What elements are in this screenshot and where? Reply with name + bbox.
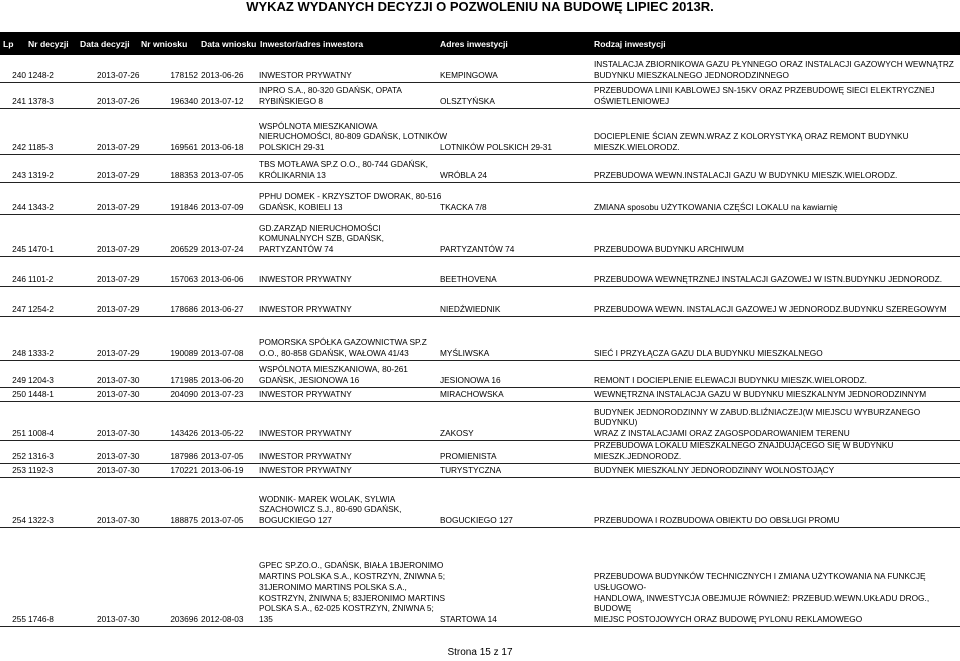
cell-rodzaj-inwestycji: PRZEBUDOWA BUDYNKÓW TECHNICZNYCH I ZMIANA UŻYTKOWANIA NA FUNKCJĘ USŁUGOWO- HANDLOWĄ, INWESTYCJA OBEJMUJE RÓWNIEŻ: PRZEBUD.WEWN.UKŁADU DROG., BUDOWĘ MIEJSC POSTOJOWYCH ORAZ BUDOWĘ PYLONU REKLAMOWEGO (594, 571, 930, 625)
cell-rodzaj-inwestycji: PRZEBUDOWA WEWN.INSTALACJI GAZU W BUDYNKU MIESZK.WIELORODZ. (594, 170, 898, 181)
cell-lp: 252 (12, 451, 26, 462)
header-data-wniosku: Data wniosku (201, 39, 257, 49)
cell-data-wniosku: 2013-07-09 (201, 202, 244, 213)
cell-rodzaj-inwestycji: PRZEBUDOWA LINII KABLOWEJ SN-15KV ORAZ PRZEBUDOWĘ SIECI ELEKTRYCZNEJ OŚWIETLENIOWEJ (594, 85, 935, 107)
cell-rodzaj-inwestycji: PRZEBUDOWA BUDYNKU ARCHIWUM (594, 244, 744, 255)
cell-lp: 254 (12, 515, 26, 526)
cell-nr-wniosku: 188875 (170, 515, 198, 526)
cell-nr-decyzji: 1333-2 (28, 348, 54, 359)
table-row (0, 155, 960, 183)
cell-data-decyzji: 2013-07-30 (97, 451, 140, 462)
cell-rodzaj-inwestycji: WEWNĘTRZNA INSTALACJA GAZU W BUDYNKU MIESZKALNYM JEDNORODZINNYM (594, 389, 927, 400)
header-nr-decyzji: Nr decyzji (28, 39, 69, 49)
cell-lp: 250 (12, 389, 26, 400)
cell-data-decyzji: 2013-07-29 (97, 142, 140, 153)
table-row (0, 464, 960, 478)
cell-nr-decyzji: 1448-1 (28, 389, 54, 400)
cell-adres-inwestycji: LOTNIKÓW POLSKICH 29-31 (440, 142, 553, 153)
cell-inwestor: TBS MOTŁAWA SP.Z O.O., 80-744 GDAŃSK, KRÓLIKARNIA 13 (259, 159, 428, 181)
table-row (0, 83, 960, 109)
cell-inwestor: WODNIK- MAREK WOLAK, SYLWIA SZACHOWICZ S.J., 80-690 GDAŃSK, BOGUCKIEGO 127 (259, 493, 402, 526)
cell-lp: 242 (12, 142, 26, 153)
cell-nr-decyzji: 1319-2 (28, 170, 54, 181)
table-row (0, 441, 960, 464)
cell-nr-wniosku: 203696 (170, 614, 198, 625)
cell-data-wniosku: 2013-06-26 (201, 70, 244, 81)
cell-adres-inwestycji: PROMIENISTA (440, 451, 497, 462)
cell-nr-wniosku: 171985 (170, 375, 198, 386)
table-row (0, 55, 960, 83)
cell-inwestor: INWESTOR PRYWATNY (259, 389, 352, 400)
header-lp: Lp (3, 39, 14, 49)
cell-rodzaj-inwestycji: PRZEBUDOWA WEWN. INSTALACJI GAZOWEJ W JEDNORODZ.BUDYNKU SZEREGOWYM (594, 304, 947, 315)
table-row (0, 361, 960, 388)
cell-data-decyzji: 2013-07-26 (97, 70, 140, 81)
cell-nr-wniosku: 196340 (170, 96, 198, 107)
cell-adres-inwestycji: MIRACHOWSKA (440, 389, 504, 400)
cell-inwestor: INWESTOR PRYWATNY (259, 465, 352, 476)
cell-nr-wniosku: 178686 (170, 304, 198, 315)
cell-inwestor: GD.ZARZĄD NIERUCHOMOŚCI KOMUNALNYCH SZB, GDAŃSK, PARTYZANTÓW 74 (259, 222, 384, 255)
cell-nr-decyzji: 1192-3 (28, 465, 54, 476)
table-row (0, 317, 960, 361)
cell-nr-decyzji: 1470-1 (28, 244, 54, 255)
header-inwestor: Inwestor/adres inwestora (260, 39, 364, 49)
cell-nr-wniosku: 169561 (170, 142, 198, 153)
cell-lp: 244 (12, 202, 26, 213)
cell-inwestor: INPRO S.A., 80-320 GDAŃSK, OPATA RYBIŃSKIEGO 8 (259, 85, 402, 107)
cell-nr-decyzji: 1316-3 (28, 451, 54, 462)
cell-inwestor: WSPÓLNOTA MIESZKANIOWA NIERUCHOMOŚCI, 80-809 GDAŃSK, LOTNIKÓW POLSKICH 29-31 (259, 120, 448, 153)
cell-data-wniosku: 2013-07-05 (201, 451, 244, 462)
cell-nr-wniosku: 178152 (170, 70, 198, 81)
header-adres-inwestycji: Adres inwestycji (440, 39, 508, 49)
cell-rodzaj-inwestycji: PRZEBUDOWA I ROZBUDOWA OBIEKTU DO OBSŁUGI PROMU (594, 515, 840, 526)
cell-nr-decyzji: 1343-2 (28, 202, 54, 213)
cell-inwestor: WSPÓLNOTA MIESZKANIOWA, 80-261 GDAŃSK, JESIONOWA 16 (259, 364, 408, 386)
cell-inwestor: GPEC SP.ZO.O., GDAŃSK, BIAŁA 1BJERONIMO MARTINS POLSKA S.A., KOSTRZYN, ŻNIWNA 5; 31JERONIMO MARTINS POLSKA S.A., KOSTRZYN, ŻNIWNA 5; 83JERONIMO MARTINS POLSKA S.A., 62-025 KOSTRZYN, ŻNIWNA 5; 135 (259, 560, 446, 625)
cell-data-decyzji: 2013-07-29 (97, 244, 140, 255)
table-row (0, 257, 960, 287)
cell-nr-decyzji: 1322-3 (28, 515, 54, 526)
page-number: Strona 15 z 17 (447, 647, 513, 658)
cell-rodzaj-inwestycji: REMONT I DOCIEPLENIE ELEWACJI BUDYNKU MIESZK.WIELORODZ. (594, 375, 867, 386)
cell-inwestor: INWESTOR PRYWATNY (259, 451, 352, 462)
cell-data-wniosku: 2013-07-23 (201, 389, 244, 400)
cell-nr-decyzji: 1008-4 (28, 428, 54, 439)
cell-data-wniosku: 2013-06-27 (201, 304, 244, 315)
header-nr-wniosku: Nr wniosku (141, 39, 188, 49)
cell-nr-decyzji: 1204-3 (28, 375, 54, 386)
cell-lp: 249 (12, 375, 26, 386)
table-row (0, 528, 960, 627)
cell-nr-wniosku: 204090 (170, 389, 198, 400)
cell-nr-wniosku: 191846 (170, 202, 198, 213)
cell-adres-inwestycji: TKACKA 7/8 (440, 202, 487, 213)
cell-lp: 246 (12, 274, 26, 285)
cell-inwestor: INWESTOR PRYWATNY (259, 304, 352, 315)
cell-inwestor: INWESTOR PRYWATNY (259, 70, 352, 81)
table-row (0, 109, 960, 155)
cell-data-decyzji: 2013-07-30 (97, 515, 140, 526)
cell-adres-inwestycji: BEETHOVENA (440, 274, 497, 285)
cell-nr-decyzji: 1185-3 (28, 142, 54, 153)
cell-data-wniosku: 2013-07-05 (201, 170, 244, 181)
cell-data-wniosku: 2013-06-06 (201, 274, 244, 285)
cell-adres-inwestycji: TURYSTYCZNA (440, 465, 502, 476)
cell-data-decyzji: 2013-07-30 (97, 614, 140, 625)
cell-nr-wniosku: 143426 (170, 428, 198, 439)
cell-data-wniosku: 2013-06-18 (201, 142, 244, 153)
cell-nr-decyzji: 1248-2 (28, 70, 54, 81)
cell-adres-inwestycji: BOGUCKIEGO 127 (440, 515, 513, 526)
cell-lp: 248 (12, 348, 26, 359)
cell-lp: 241 (12, 96, 26, 107)
cell-rodzaj-inwestycji: ZMIANA sposobu UŻYTKOWANIA CZĘŚCI LOKALU na kawiarnię (594, 202, 838, 213)
cell-rodzaj-inwestycji: INSTALACJA ZBIORNIKOWA GAZU PŁYNNEGO ORAZ INSTALACJI GAZOWYCH WEWNĄTRZ BUDYNKU MIESZKALNEGO JEDNORODZINNEGO (594, 59, 954, 81)
cell-lp: 253 (12, 465, 26, 476)
cell-data-decyzji: 2013-07-30 (97, 428, 140, 439)
cell-data-decyzji: 2013-07-30 (97, 375, 140, 386)
table-row (0, 287, 960, 317)
cell-lp: 245 (12, 244, 26, 255)
cell-data-wniosku: 2013-07-08 (201, 348, 244, 359)
table-row (0, 402, 960, 441)
cell-nr-wniosku: 188353 (170, 170, 198, 181)
cell-rodzaj-inwestycji: PRZEBUDOWA WEWNĘTRZNEJ INSTALACJI GAZOWEJ W ISTN.BUDYNKU JEDNORODZ. (594, 274, 943, 285)
cell-nr-wniosku: 187986 (170, 451, 198, 462)
cell-data-decyzji: 2013-07-29 (97, 202, 140, 213)
cell-adres-inwestycji: OLSZTYŃSKA (440, 96, 495, 107)
cell-data-wniosku: 2013-07-05 (201, 515, 244, 526)
cell-rodzaj-inwestycji: BUDYNEK MIESZKALNY JEDNORODZINNY WOLNOSTOJĄCY (594, 465, 835, 476)
cell-data-decyzji: 2013-07-26 (97, 96, 140, 107)
cell-inwestor: INWESTOR PRYWATNY (259, 274, 352, 285)
header-rodzaj-inwestycji: Rodzaj inwestycji (594, 39, 666, 49)
cell-data-wniosku: 2013-06-20 (201, 375, 244, 386)
cell-lp: 243 (12, 170, 26, 181)
cell-inwestor: INWESTOR PRYWATNY (259, 428, 352, 439)
cell-rodzaj-inwestycji: BUDYNEK JEDNORODZINNY W ZABUD.BLIŹNIACZEJ(W MIEJSCU WYBURZANEGO BUDYNKU) WRAZ Z INSTALACJAMI ORAZ ZAGOSPODAROWANIEM TERENU (594, 406, 921, 439)
table-row (0, 183, 960, 215)
page-title: WYKAZ WYDANYCH DECYZJI O POZWOLENIU NA BUDOWĘ LIPIEC 2013R. (246, 0, 714, 14)
cell-nr-wniosku: 190089 (170, 348, 198, 359)
cell-data-wniosku: 2013-05-22 (201, 428, 244, 439)
cell-data-decyzji: 2013-07-29 (97, 170, 140, 181)
cell-lp: 251 (12, 428, 26, 439)
table-row (0, 215, 960, 257)
cell-lp: 240 (12, 70, 26, 81)
cell-adres-inwestycji: MYŚLIWSKA (440, 348, 490, 359)
cell-data-decyzji: 2013-07-29 (97, 304, 140, 315)
cell-nr-wniosku: 206529 (170, 244, 198, 255)
cell-data-decyzji: 2013-07-30 (97, 465, 140, 476)
cell-data-decyzji: 2013-07-29 (97, 348, 140, 359)
cell-lp: 247 (12, 304, 26, 315)
cell-adres-inwestycji: PARTYZANTÓW 74 (440, 244, 515, 255)
table-row (0, 478, 960, 528)
cell-adres-inwestycji: JESIONOWA 16 (440, 375, 501, 386)
cell-adres-inwestycji: ZAKOSY (440, 428, 474, 439)
cell-rodzaj-inwestycji: PRZEBUDOWA LOKALU MIESZKALNEGO ZNAJDUJĄCEGO SIĘ W BUDYNKU MIESZK.JEDNORODZ. (594, 440, 894, 462)
cell-adres-inwestycji: WRÓBLA 24 (440, 170, 488, 181)
cell-adres-inwestycji: NIEDŹWIEDNIK (440, 304, 501, 315)
cell-nr-decyzji: 1254-2 (28, 304, 54, 315)
cell-data-wniosku: 2012-08-03 (201, 614, 244, 625)
cell-data-wniosku: 2013-07-12 (201, 96, 244, 107)
cell-rodzaj-inwestycji: DOCIEPLENIE ŚCIAN ZEWN.WRAZ Z KOLORYSTYKĄ ORAZ REMONT BUDYNKU MIESZK.WIELORODZ. (594, 131, 909, 153)
cell-lp: 255 (12, 614, 26, 625)
cell-data-decyzji: 2013-07-29 (97, 274, 140, 285)
cell-data-wniosku: 2013-06-19 (201, 465, 244, 476)
cell-rodzaj-inwestycji: SIEĆ I PRZYŁĄCZA GAZU DLA BUDYNKU MIESZKALNEGO (594, 348, 823, 359)
cell-data-decyzji: 2013-07-30 (97, 389, 140, 400)
row-divider (0, 626, 960, 627)
header-data-decyzji: Data decyzji (80, 39, 130, 49)
cell-nr-wniosku: 157063 (170, 274, 198, 285)
cell-nr-decyzji: 1746-8 (28, 614, 54, 625)
cell-data-wniosku: 2013-07-24 (201, 244, 244, 255)
cell-adres-inwestycji: KEMPINGOWA (440, 70, 498, 81)
cell-adres-inwestycji: STARTOWA 14 (440, 614, 497, 625)
cell-nr-decyzji: 1378-3 (28, 96, 54, 107)
table-row (0, 388, 960, 402)
cell-inwestor: PPHU DOMEK - KRZYSZTOF DWORAK, 80-516 GDAŃSK, KOBIELI 13 (259, 191, 442, 213)
cell-inwestor: POMORSKA SPÓŁKA GAZOWNICTWA SP.Z O.O., 80-858 GDAŃSK, WAŁOWA 41/43 (259, 337, 427, 359)
cell-nr-decyzji: 1101-2 (28, 274, 54, 285)
cell-nr-wniosku: 170221 (170, 465, 198, 476)
